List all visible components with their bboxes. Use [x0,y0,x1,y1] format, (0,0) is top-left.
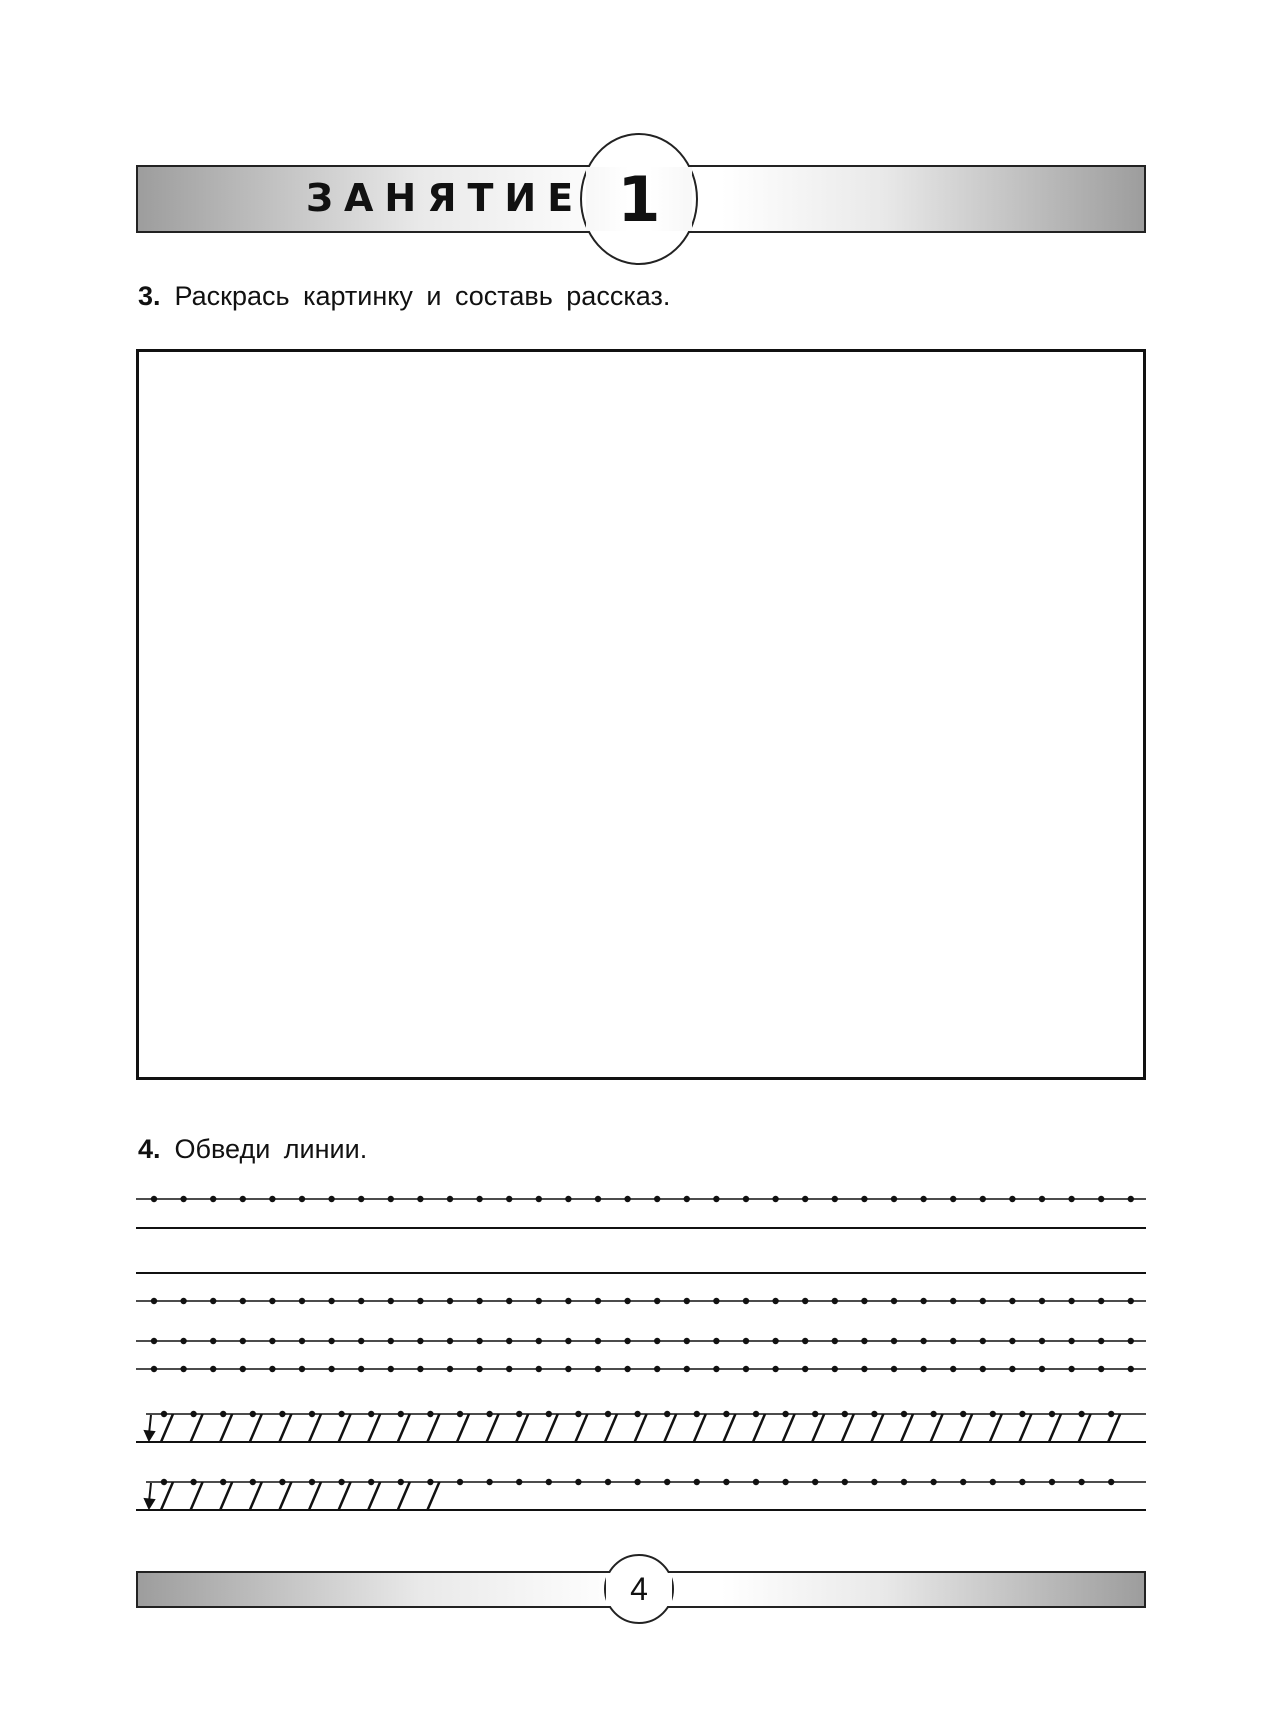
task-text: Раскрась картинку и составь рассказ. [174,281,671,311]
trace-dot [565,1366,571,1372]
trace-dot [920,1366,926,1372]
trace-dot [447,1366,453,1372]
trace-dot [1078,1411,1084,1417]
trace-dot [664,1411,670,1417]
trace-dot [210,1298,216,1304]
trace-dot [427,1411,433,1417]
trace-dot [960,1479,966,1485]
slant-stroke [960,1414,972,1442]
trace-dot [388,1366,394,1372]
trace-dot [388,1196,394,1202]
trace-dot [250,1479,256,1485]
trace-dot [684,1298,690,1304]
trace-dot [516,1411,522,1417]
trace-dot [990,1479,996,1485]
trace-dot [388,1338,394,1344]
trace-dot [309,1479,315,1485]
slant-stroke [842,1414,854,1442]
slant-stroke [457,1414,469,1442]
trace-dot [516,1479,522,1485]
trace-dot [950,1338,956,1344]
trace-dot [980,1298,986,1304]
trace-dot [398,1479,404,1485]
trace-dot [960,1411,966,1417]
trace-dot [664,1479,670,1485]
trace-dot [891,1366,897,1372]
trace-dot [1009,1338,1015,1344]
slant-stroke [279,1414,291,1442]
trace-dot [1108,1411,1114,1417]
trace-dot [546,1479,552,1485]
trace-dot [151,1366,157,1372]
trace-dot [1039,1298,1045,1304]
trace-dot [328,1338,334,1344]
trace-dot [190,1479,196,1485]
trace-dot [328,1196,334,1202]
trace-dot [802,1366,808,1372]
trace-dot [575,1479,581,1485]
trace-dot [368,1479,374,1485]
trace-dot [891,1298,897,1304]
trace-dot [417,1366,423,1372]
trace-dot [1068,1298,1074,1304]
trace-dot [279,1411,285,1417]
slant-stroke [487,1414,499,1442]
trace-dot [151,1298,157,1304]
trace-dot [891,1338,897,1344]
trace-dot [694,1411,700,1417]
trace-dot [595,1298,601,1304]
trace-dot [654,1338,660,1344]
trace-dot [1098,1298,1104,1304]
trace-dot [802,1196,808,1202]
trace-dot [151,1338,157,1344]
trace-dot [210,1366,216,1372]
trace-dot [358,1196,364,1202]
trace-dot [871,1479,877,1485]
slant-stroke [546,1414,558,1442]
task-number: 3. [138,281,161,311]
trace-dot [1019,1479,1025,1485]
lesson-number: 1 [617,163,661,236]
trace-dot [901,1479,907,1485]
slant-stroke [427,1414,439,1442]
slant-stroke [161,1414,173,1442]
trace-dot [743,1196,749,1202]
trace-dot [358,1366,364,1372]
trace-dot [536,1298,542,1304]
slant-stroke [635,1414,647,1442]
trace-dot [457,1479,463,1485]
slant-stroke [309,1482,321,1510]
trace-dot [842,1479,848,1485]
trace-dot [536,1196,542,1202]
trace-dot [634,1479,640,1485]
trace-dot [240,1366,246,1372]
trace-dot [1098,1338,1104,1344]
trace-dot [1098,1366,1104,1372]
trace-dot [723,1479,729,1485]
trace-dot [861,1338,867,1344]
slant-stroke [723,1414,735,1442]
arrow-head-icon [145,1499,154,1508]
trace-dot [279,1479,285,1485]
trace-dot [980,1338,986,1344]
trace-dot [1078,1479,1084,1485]
trace-dot [506,1196,512,1202]
trace-dot [546,1411,552,1417]
trace-dot [1128,1196,1134,1202]
trace-dot [832,1298,838,1304]
trace-dot [901,1411,907,1417]
trace-dot [930,1411,936,1417]
trace-dot [1039,1196,1045,1202]
slant-stroke [368,1414,380,1442]
slant-stroke [398,1414,410,1442]
trace-dot [1108,1479,1114,1485]
trace-dot [605,1411,611,1417]
trace-dot [891,1196,897,1202]
trace-dot [713,1366,719,1372]
trace-dot [802,1298,808,1304]
trace-dot [624,1298,630,1304]
slant-stroke [931,1414,943,1442]
trace-dot [240,1298,246,1304]
slant-stroke [990,1414,1002,1442]
slant-stroke [191,1482,203,1510]
trace-dot [930,1479,936,1485]
trace-dot [309,1411,315,1417]
slanted-tracing-strokes [161,1414,1120,1510]
trace-dot [1128,1298,1134,1304]
trace-dot [1068,1196,1074,1202]
slant-stroke [398,1482,410,1510]
slant-stroke [901,1414,913,1442]
slant-stroke [575,1414,587,1442]
trace-dot [210,1338,216,1344]
slant-stroke [516,1414,528,1442]
trace-dot [624,1338,630,1344]
trace-dot [723,1411,729,1417]
trace-dot [457,1411,463,1417]
arrow-shaft [149,1415,151,1434]
trace-dot [772,1366,778,1372]
slant-stroke [812,1414,824,1442]
slant-stroke [753,1414,765,1442]
slant-stroke [250,1482,262,1510]
trace-dot [713,1196,719,1202]
trace-dot [1068,1366,1074,1372]
slant-stroke [1079,1414,1091,1442]
trace-dot [684,1366,690,1372]
trace-dot [161,1411,167,1417]
trace-dot [654,1196,660,1202]
task-4-instruction [138,1132,367,1166]
trace-dot [950,1196,956,1202]
slant-stroke [309,1414,321,1442]
slant-stroke [220,1482,232,1510]
trace-dot [417,1338,423,1344]
trace-dot [565,1298,571,1304]
slant-stroke [871,1414,883,1442]
solid-guide-lines [136,1228,1146,1510]
trace-dot [842,1411,848,1417]
trace-dot [398,1411,404,1417]
trace-dot [871,1411,877,1417]
trace-dot [328,1366,334,1372]
trace-dot [713,1298,719,1304]
trace-dot [486,1411,492,1417]
trace-dot [269,1338,275,1344]
trace-dot [240,1196,246,1202]
slant-stroke [1019,1414,1031,1442]
trace-dot [220,1411,226,1417]
trace-dot [980,1366,986,1372]
trace-dot [1009,1298,1015,1304]
slant-stroke [339,1414,351,1442]
trace-dot [1128,1338,1134,1344]
trace-dot [250,1411,256,1417]
slant-stroke [694,1414,706,1442]
trace-dot [832,1338,838,1344]
trace-dot [338,1411,344,1417]
trace-dot [654,1298,660,1304]
trace-dot [743,1338,749,1344]
slant-stroke [1108,1414,1120,1442]
trace-dot [476,1338,482,1344]
trace-dot [1019,1411,1025,1417]
slant-stroke [427,1482,439,1510]
trace-dot [684,1196,690,1202]
trace-dot [713,1338,719,1344]
trace-dot [506,1338,512,1344]
trace-dot [565,1196,571,1202]
trace-dot [772,1338,778,1344]
trace-dot [427,1479,433,1485]
trace-dot [388,1298,394,1304]
trace-dot [990,1411,996,1417]
trace-dot [161,1479,167,1485]
slant-stroke [1049,1414,1061,1442]
trace-dot [536,1338,542,1344]
trace-dot [506,1298,512,1304]
task-number: 4. [138,1134,161,1164]
trace-dot [447,1298,453,1304]
page-number: 4 [630,1571,648,1607]
trace-dot [180,1366,186,1372]
slant-stroke [783,1414,795,1442]
trace-dot [624,1366,630,1372]
trace-dot [536,1366,542,1372]
trace-dot [1068,1338,1074,1344]
trace-dot [812,1411,818,1417]
trace-dot [269,1298,275,1304]
trace-dot [299,1366,305,1372]
trace-dot [950,1298,956,1304]
arrow-shaft [149,1483,151,1502]
trace-dot [476,1298,482,1304]
slant-stroke [664,1414,676,1442]
trace-dot [180,1298,186,1304]
trace-dot [753,1411,759,1417]
trace-dot [812,1479,818,1485]
trace-dot [772,1298,778,1304]
trace-dot [486,1479,492,1485]
slant-stroke [220,1414,232,1442]
trace-dot [832,1366,838,1372]
trace-dot [861,1298,867,1304]
start-arrow-icons [145,1415,154,1508]
trace-dot [980,1196,986,1202]
trace-dot [634,1411,640,1417]
trace-dot [832,1196,838,1202]
trace-dot [920,1338,926,1344]
trace-dot [180,1338,186,1344]
trace-dot [595,1366,601,1372]
trace-dot [1128,1366,1134,1372]
lesson-title: ЗАНЯТИЕ [306,176,585,220]
trace-dot [299,1338,305,1344]
trace-dot [595,1196,601,1202]
slant-stroke [161,1482,173,1510]
trace-dot [269,1366,275,1372]
trace-dot [802,1338,808,1344]
trace-dot [624,1196,630,1202]
trace-dot [575,1411,581,1417]
trace-dot [269,1196,275,1202]
arrow-head-icon [145,1431,154,1440]
trace-dot [1098,1196,1104,1202]
trace-dot [684,1338,690,1344]
trace-dot [417,1298,423,1304]
trace-dot [1049,1411,1055,1417]
trace-dot [861,1366,867,1372]
trace-dot [240,1338,246,1344]
trace-dot [338,1479,344,1485]
trace-dot [1009,1366,1015,1372]
slant-stroke [339,1482,351,1510]
slant-stroke [279,1482,291,1510]
trace-dot [506,1366,512,1372]
trace-dot [605,1479,611,1485]
trace-dot [565,1338,571,1344]
trace-dot [753,1479,759,1485]
trace-dot [151,1196,157,1202]
trace-dot [782,1479,788,1485]
trace-dot [368,1411,374,1417]
trace-dot [782,1411,788,1417]
slant-stroke [191,1414,203,1442]
trace-dot [299,1196,305,1202]
trace-dot [743,1298,749,1304]
trace-dot [447,1338,453,1344]
trace-dot [1039,1366,1045,1372]
trace-dot [772,1196,778,1202]
slant-stroke [250,1414,262,1442]
trace-dot [920,1298,926,1304]
trace-dot [1009,1196,1015,1202]
trace-dot [920,1196,926,1202]
task-3-instruction [138,279,670,313]
trace-dot [220,1479,226,1485]
trace-dot [476,1196,482,1202]
trace-dot [180,1196,186,1202]
coloring-picture-frame[interactable] [136,349,1146,1080]
trace-dot [328,1298,334,1304]
trace-dot [743,1366,749,1372]
trace-dot [358,1338,364,1344]
slant-stroke [605,1414,617,1442]
trace-dot [190,1411,196,1417]
trace-dot [1039,1338,1045,1344]
trace-dot [447,1196,453,1202]
trace-dot [654,1366,660,1372]
trace-dot [210,1196,216,1202]
trace-dot [417,1196,423,1202]
trace-dot [358,1298,364,1304]
dotted-tracing-lines [136,1196,1146,1485]
task-text: Обведи линии. [174,1134,368,1164]
trace-dot [950,1366,956,1372]
trace-dot [1049,1479,1055,1485]
trace-dot [861,1196,867,1202]
slant-stroke [368,1482,380,1510]
trace-dot [476,1366,482,1372]
trace-dot [694,1479,700,1485]
trace-dot [595,1338,601,1344]
trace-dot [299,1298,305,1304]
